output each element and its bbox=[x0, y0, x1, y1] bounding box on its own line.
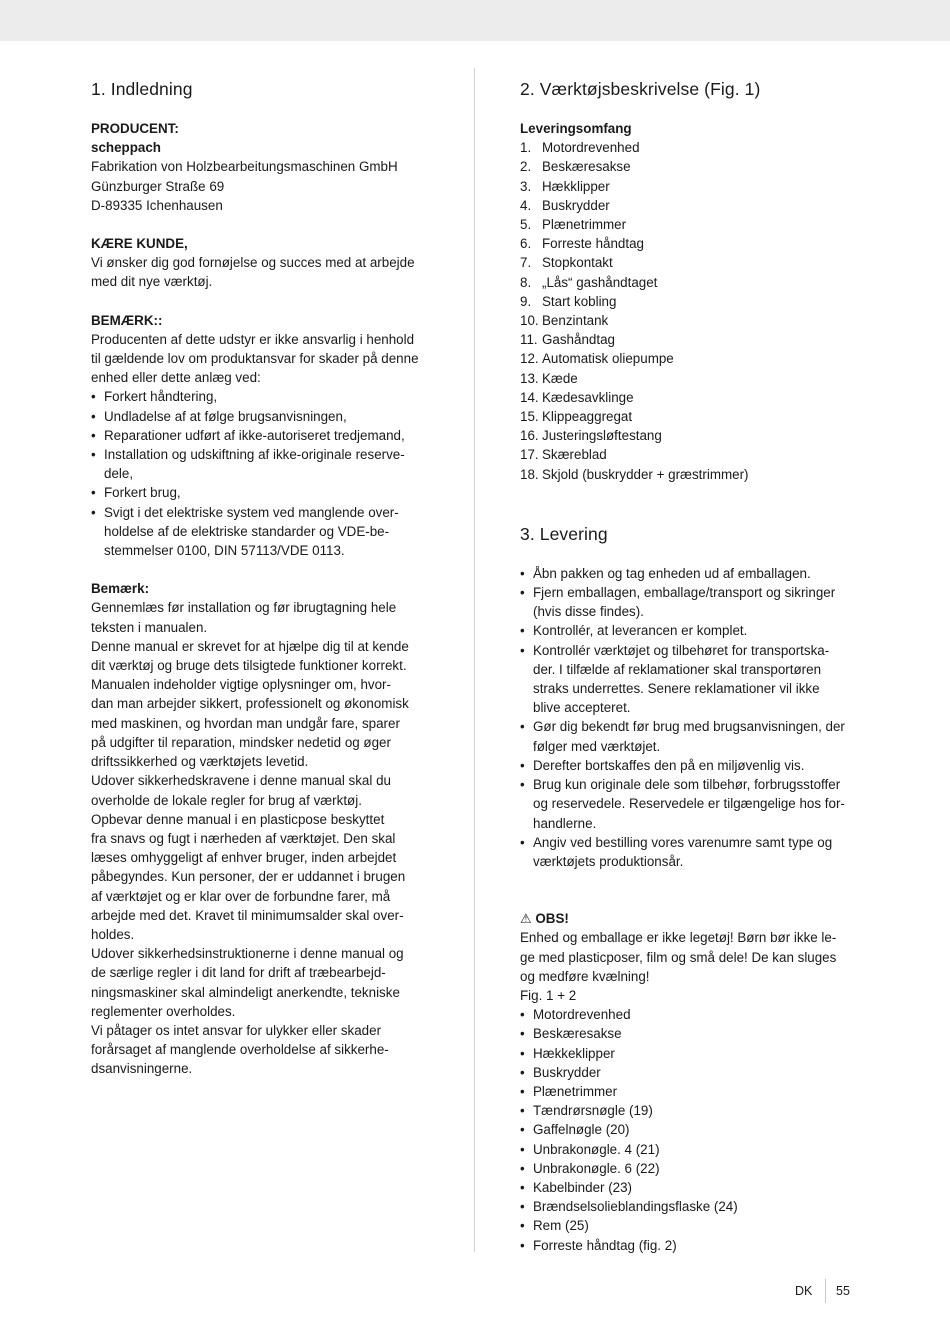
text-line: læses omhyggeligt af enhver bruger, inden arbejdet bbox=[91, 850, 397, 866]
scope-of-delivery-list bbox=[520, 138, 862, 484]
scope-item-label: Beskæresakse bbox=[542, 159, 631, 175]
scope-item bbox=[520, 330, 862, 349]
list-item bbox=[520, 583, 862, 621]
text-line: dan man arbejder sikkert, professionelt og økonomisk bbox=[91, 696, 409, 712]
list-item-line: • Gør dig bekendt før brug med brugsanvisningen, der bbox=[533, 719, 845, 735]
text-line: overholde de lokale regler for brug af værktøj. bbox=[91, 792, 362, 808]
right-column bbox=[520, 77, 862, 1255]
fig-contents-item: • Gaffelnøgle (20) bbox=[520, 1120, 862, 1139]
producer-label: PRODUCENT: bbox=[91, 121, 179, 136]
text-line: med dit nye værktøj. bbox=[91, 274, 213, 290]
text-line: holdes. bbox=[91, 926, 135, 942]
scope-item-label: Motordrevenhed bbox=[542, 140, 640, 156]
fig-contents-item: • Brændselsolieblandingsflaske (24) bbox=[520, 1197, 862, 1216]
scope-of-delivery-label: Leveringsomfang bbox=[520, 121, 632, 136]
text-line: og medføre kvælning! bbox=[520, 968, 650, 984]
scope-item-number: 13. bbox=[520, 370, 539, 386]
list-item-line: • Undladelse af at følge brugsanvisningen, bbox=[104, 408, 347, 424]
list-item-line: • Reparationer udført af ikke-autoriseret tredjemand, bbox=[104, 427, 405, 443]
scope-item-number: 6. bbox=[520, 236, 532, 252]
scope-item-number: 9. bbox=[520, 293, 532, 309]
list-item-line: holdelse af de elektriske standarder og VDE-be- bbox=[104, 523, 390, 539]
text-line: forårsaget af manglende overholdelse af sikkerhe- bbox=[91, 1042, 389, 1058]
remark-text bbox=[91, 598, 436, 1078]
dear-customer-label: KÆRE KUNDE, bbox=[91, 236, 188, 252]
list-item bbox=[91, 483, 436, 502]
scope-item-label: Hækklipper bbox=[542, 178, 610, 194]
list-item-line: stemmelser 0100, DIN 57113/VDE 0113. bbox=[104, 543, 345, 559]
text-line: Producenten af dette udstyr er ikke ansvarlig i henhold bbox=[91, 331, 415, 347]
scope-item bbox=[520, 196, 862, 215]
scope-item bbox=[520, 349, 862, 368]
scope-item bbox=[520, 292, 862, 311]
text-line: ningsmaskiner skal almindeligt anerkendte, tekniske bbox=[91, 984, 400, 1000]
text-line: Vi påtager os intet ansvar for ulykker eller skader bbox=[91, 1022, 382, 1038]
scope-item-label: Kæde bbox=[542, 370, 578, 386]
scope-item bbox=[520, 465, 862, 484]
scope-item bbox=[520, 426, 862, 445]
scope-item bbox=[520, 138, 862, 157]
scope-item-label: Klippeaggregat bbox=[542, 409, 633, 425]
list-item bbox=[520, 564, 862, 583]
note-label: BEMÆRK:: bbox=[91, 312, 163, 328]
scope-item-number: 5. bbox=[520, 217, 532, 233]
producer-address bbox=[91, 157, 436, 215]
scope-item bbox=[520, 445, 862, 464]
dear-customer-text bbox=[91, 253, 436, 291]
text-line: Udover sikkerhedsinstruktionerne i denne manual og bbox=[91, 946, 404, 962]
list-item-line: og reservedele. Reservedele er tilgængelige hos for- bbox=[533, 796, 845, 812]
scope-item bbox=[520, 234, 862, 253]
footer-language: DK bbox=[795, 1284, 813, 1298]
scope-item-number: 11. bbox=[520, 332, 538, 348]
fig-contents-item: • Forreste håndtag (fig. 2) bbox=[520, 1236, 862, 1255]
fig-contents-item: • Beskæresakse bbox=[520, 1024, 862, 1043]
scope-item bbox=[520, 215, 862, 234]
text-line: driftssikkerhed og værktøjets levetid. bbox=[91, 754, 309, 770]
scope-item-label: Automatisk oliepumpe bbox=[542, 351, 674, 367]
scope-item-label: Start kobling bbox=[542, 293, 617, 309]
scope-item bbox=[520, 388, 862, 407]
scope-item-label: Skjold (buskrydder + græstrimmer) bbox=[542, 466, 749, 482]
text-line: påbegyndes. Kun personer, der er uddannet i brugen bbox=[91, 869, 406, 885]
text-line: Manualen indeholder vigtige oplysninger om, hvor- bbox=[91, 677, 391, 693]
list-item bbox=[91, 426, 436, 445]
remark-label: Bemærk: bbox=[91, 581, 150, 597]
list-item bbox=[91, 387, 436, 406]
list-item-line: • Brug kun originale dele som tilbehør, forbrugsstoffer bbox=[533, 777, 841, 793]
text-line: Gennemlæs før installation og før ibrugtagning hele bbox=[91, 600, 397, 616]
scope-item-number: 18. bbox=[520, 466, 539, 482]
list-item-line: • Forkert håndtering, bbox=[104, 389, 218, 405]
text-line: enhed eller dette anlæg ved: bbox=[91, 370, 261, 386]
list-item-line: dele, bbox=[104, 466, 134, 482]
scope-item-number: 8. bbox=[520, 274, 532, 290]
scope-item-label: Skæreblad bbox=[542, 447, 607, 463]
list-item bbox=[520, 775, 862, 833]
fig-contents-item: • Rem (25) bbox=[520, 1216, 862, 1235]
section-heading-introduction: 1. Indledning bbox=[91, 79, 193, 99]
obs-text bbox=[520, 928, 862, 1005]
fig-contents-item: • Hækkeklipper bbox=[520, 1044, 862, 1063]
scope-item bbox=[520, 157, 862, 176]
producer-name: scheppach bbox=[91, 140, 161, 156]
scope-item bbox=[520, 177, 862, 196]
scope-item-number: 17. bbox=[520, 447, 539, 463]
fig-contents-list bbox=[520, 1005, 862, 1255]
text-line: de særlige regler i dit land for drift af træbearbejd- bbox=[91, 965, 386, 981]
text-line: Vi ønsker dig god fornøjelse og succes med at arbejde bbox=[91, 255, 415, 271]
list-item-line: handlerne. bbox=[533, 815, 597, 831]
list-item-line: værktøjets produktionsår. bbox=[533, 853, 684, 869]
footer-separator bbox=[825, 1279, 826, 1303]
scope-item bbox=[520, 311, 862, 330]
scope-item-number: 4. bbox=[520, 197, 532, 213]
scope-item bbox=[520, 369, 862, 388]
text-line: Günzburger Straße 69 bbox=[91, 178, 225, 194]
list-item-line: • Fjern emballagen, emballage/transport og sikringer bbox=[533, 585, 836, 601]
text-line: reglementer overholdes. bbox=[91, 1003, 236, 1019]
note-bullet-list bbox=[91, 387, 436, 560]
scope-item-label: Plænetrimmer bbox=[542, 217, 627, 233]
delivery-bullet-list bbox=[520, 564, 862, 871]
column-divider bbox=[474, 68, 475, 1252]
section-heading-tool-description: 2. Værktøjsbeskrivelse (Fig. 1) bbox=[520, 79, 761, 99]
page-top-band bbox=[0, 0, 950, 41]
scope-item-label: Buskrydder bbox=[542, 197, 610, 213]
scope-item-number: 3. bbox=[520, 178, 532, 194]
scope-item-number: 2. bbox=[520, 159, 532, 175]
fig-contents-item: • Tændrørsnøgle (19) bbox=[520, 1101, 862, 1120]
list-item-line: • Kontrollér værktøjet og tilbehøret for transportska- bbox=[533, 642, 830, 658]
list-item-line: følger med værktøjet. bbox=[533, 738, 661, 754]
text-line: teksten i manualen. bbox=[91, 619, 208, 635]
list-item bbox=[91, 503, 436, 561]
scope-item-number: 10. bbox=[520, 313, 539, 329]
obs-label: OBS! bbox=[535, 911, 569, 927]
list-item-line: • Forkert brug, bbox=[104, 485, 181, 501]
list-item bbox=[520, 717, 862, 755]
list-item bbox=[91, 407, 436, 426]
list-item-line: • Angiv ved bestilling vores varenumre samt type og bbox=[533, 834, 833, 850]
left-column bbox=[91, 77, 436, 1079]
list-item-line: • Derefter bortskaffes den på en miljøvenlig vis. bbox=[533, 757, 805, 773]
scope-item-label: Forreste håndtag bbox=[542, 236, 644, 252]
text-line: Enhed og emballage er ikke legetøj! Børn bør ikke le- bbox=[520, 930, 837, 946]
text-line: af værktøjet og er klar over de forbundne farer, må bbox=[91, 888, 391, 904]
list-item bbox=[520, 621, 862, 640]
warning-triangle-icon: ⚠ bbox=[520, 911, 532, 927]
text-line: Denne manual er skrevet for at hjælpe dig til at kende bbox=[91, 638, 409, 654]
list-item-line: • Åbn pakken og tag enheden ud af emballagen. bbox=[533, 565, 811, 581]
list-item-line: • Kontrollér, at leverancen er komplet. bbox=[533, 623, 748, 639]
list-item-line: der. I tilfælde af reklamationer skal transportøren bbox=[533, 661, 822, 677]
list-item bbox=[520, 756, 862, 775]
scope-item-label: Kædesavklinge bbox=[542, 389, 634, 405]
list-item-line: straks underrettes. Senere reklamationer vil ikke bbox=[533, 681, 820, 697]
scope-item-label: Stopkontakt bbox=[542, 255, 613, 271]
text-line: med maskinen, og hvordan man undgår fare, sparer bbox=[91, 715, 400, 731]
fig-contents-item: • Motordrevenhed bbox=[520, 1005, 862, 1024]
text-line: arbejde med det. Kravet til minimumsalder skal over- bbox=[91, 907, 404, 923]
scope-item-label: Benzintank bbox=[542, 313, 609, 329]
note-text bbox=[91, 330, 436, 388]
text-line: fra snavs og fugt i nærheden af værktøjet. Den skal bbox=[91, 830, 396, 846]
scope-item bbox=[520, 407, 862, 426]
scope-item-label: Justeringsløftestang bbox=[542, 428, 662, 444]
scope-item bbox=[520, 273, 862, 292]
text-line: D-89335 Ichenhausen bbox=[91, 197, 223, 213]
list-item-line: • Installation og udskiftning af ikke-originale reserve- bbox=[104, 447, 405, 463]
list-item bbox=[91, 445, 436, 483]
scope-item-number: 15. bbox=[520, 409, 539, 425]
text-line: Fig. 1 + 2 bbox=[520, 987, 577, 1003]
page-number: 55 bbox=[836, 1284, 850, 1298]
section-heading-delivery: 3. Levering bbox=[520, 523, 608, 544]
text-line: Opbevar denne manual i en plasticpose beskyttet bbox=[91, 811, 385, 827]
text-line: på udgifter til reparation, mindsker nedetid og øger bbox=[91, 734, 391, 750]
fig-contents-item: • Plænetrimmer bbox=[520, 1082, 862, 1101]
list-item-line: • Svigt i det elektriske system ved manglende over- bbox=[104, 504, 399, 520]
scope-item-number: 14. bbox=[520, 389, 539, 405]
fig-contents-item: • Buskrydder bbox=[520, 1063, 862, 1082]
text-line: dit værktøj og bruge dets tilsigtede funktioner korrekt. bbox=[91, 658, 407, 674]
scope-item-number: 7. bbox=[520, 255, 532, 271]
scope-item-number: 16. bbox=[520, 428, 539, 444]
fig-contents-item: • Unbrakonøgle. 6 (22) bbox=[520, 1159, 862, 1178]
scope-item-label: Gashåndtag bbox=[542, 332, 615, 348]
scope-item-label: „Lås“ gashåndtaget bbox=[542, 274, 658, 290]
text-line: Fabrikation von Holzbearbeitungsmaschinen GmbH bbox=[91, 159, 398, 175]
list-item bbox=[520, 833, 862, 871]
text-line: Udover sikkerhedskravene i denne manual skal du bbox=[91, 773, 391, 789]
text-line: dsanvisningerne. bbox=[91, 1061, 193, 1077]
scope-item-number: 12. bbox=[520, 351, 539, 367]
fig-contents-item: • Unbrakonøgle. 4 (21) bbox=[520, 1140, 862, 1159]
scope-item-number: 1. bbox=[520, 140, 532, 156]
text-line: ge med plasticposer, film og små dele! De kan sluges bbox=[520, 949, 837, 965]
list-item-line: blive accepteret. bbox=[533, 700, 631, 716]
list-item-line: (hvis disse findes). bbox=[533, 604, 644, 620]
scope-item bbox=[520, 253, 862, 272]
list-item bbox=[520, 641, 862, 718]
text-line: til gældende lov om produktansvar for skader på denne bbox=[91, 351, 419, 367]
fig-contents-item: • Kabelbinder (23) bbox=[520, 1178, 862, 1197]
